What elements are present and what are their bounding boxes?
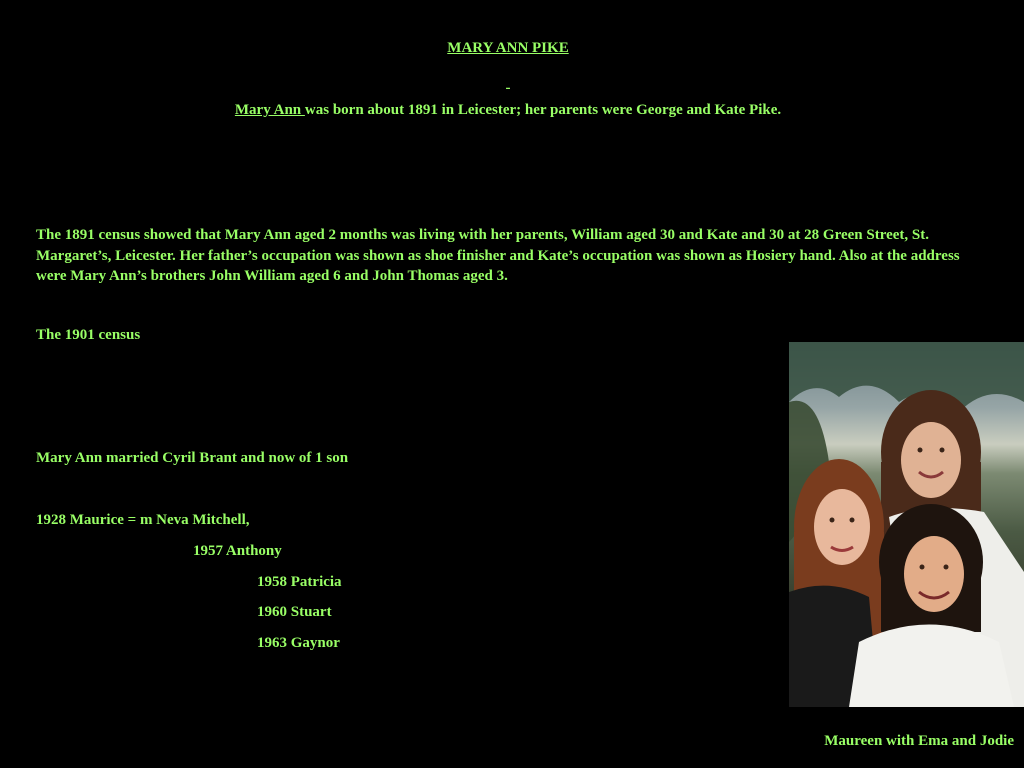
birth-details: was born about 1891 in Leicester; her parents were George and Kate Pike. [304, 102, 782, 118]
page-title: MARY ANN PIKE [447, 40, 569, 56]
census-1901-heading: The 1901 census [36, 327, 141, 343]
child-item: 1957 Anthony [193, 543, 282, 559]
son-line: 1928 Maurice = m Neva Mitchell, [36, 512, 250, 528]
family-photo-image [789, 342, 1024, 707]
birth-sentence [0, 102, 1016, 119]
photo-caption: Maureen with Ema and Jodie [824, 733, 1014, 749]
separator-dash: - [505, 80, 511, 96]
birth-name: Mary Ann [234, 102, 305, 118]
child-item: 1958 Patricia [257, 574, 342, 590]
census-1891-paragraph: The 1891 census showed that Mary Ann aged 2 months was living with her parents, William aged 30 and Kate and 30 at 28 Green Street, St. Margaret’s, Leicester. Her father’s occupation was shown as shoe finisher and Kate’s occupation was shown as Hosiery hand. Also at the address were Mary Ann’s brothers John William aged 6 and John Thomas aged 3. [36, 227, 960, 284]
family-photo [789, 342, 1024, 707]
marriage-line: Mary Ann married Cyril Brant and now of 1 son [36, 450, 349, 466]
child-item: 1960 Stuart [257, 604, 332, 620]
child-item: 1963 Gaynor [257, 635, 340, 651]
